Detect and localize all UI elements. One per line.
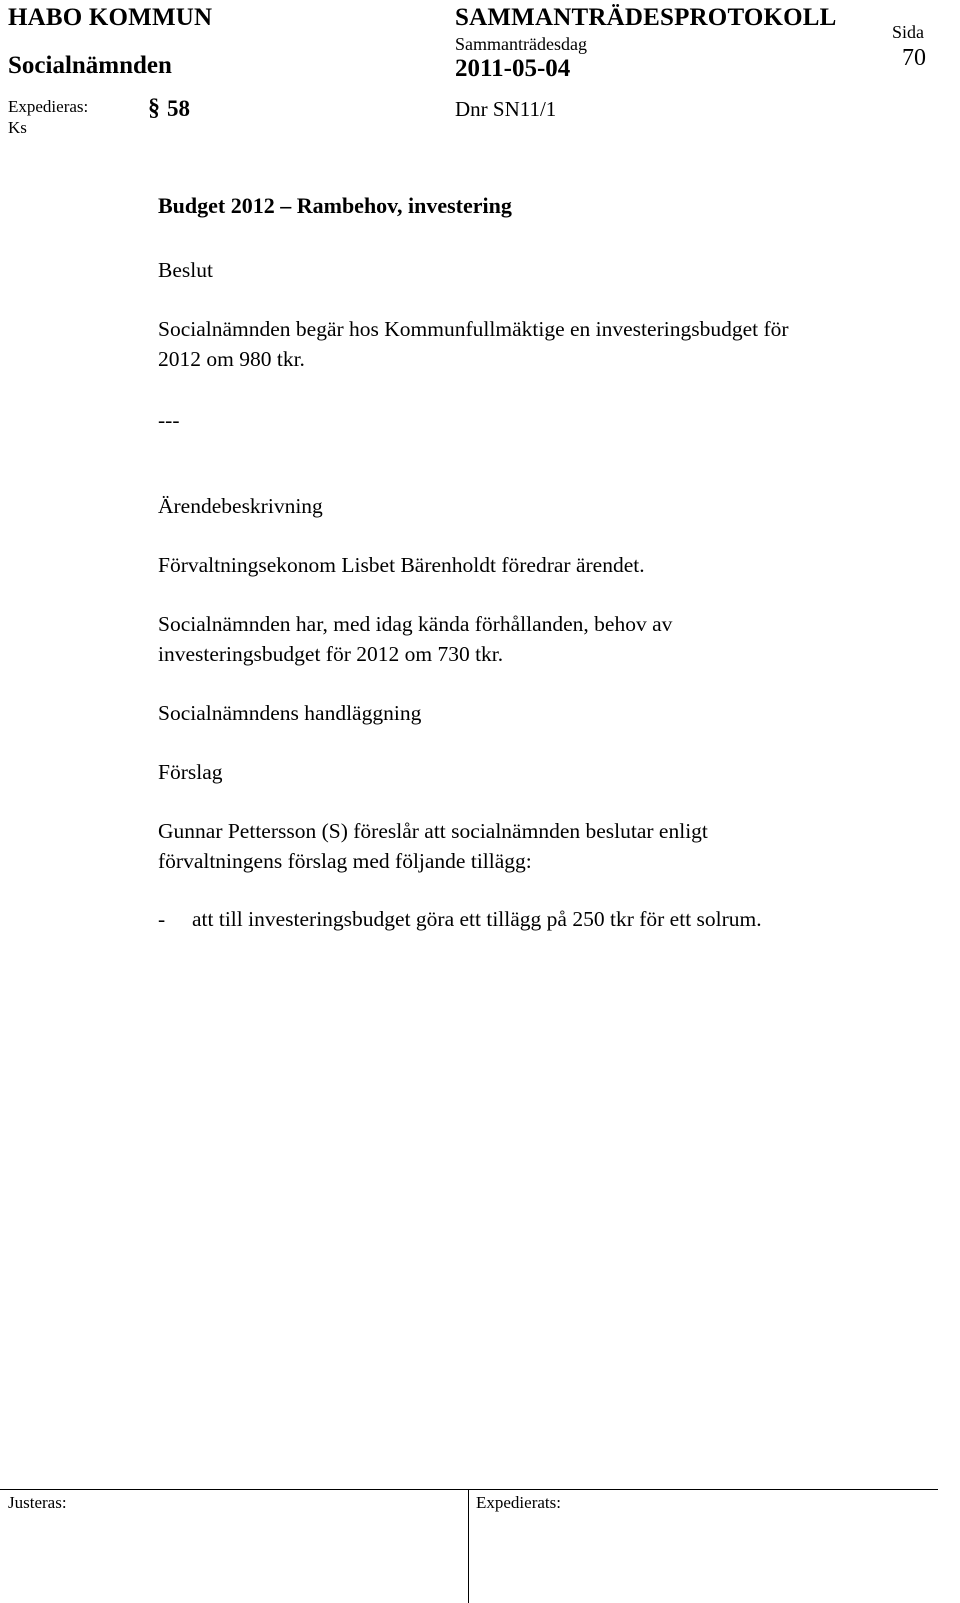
meeting-date: 2011-05-04 xyxy=(455,55,571,82)
addition-item xyxy=(158,904,918,934)
addition-dash: - xyxy=(158,907,166,931)
description-line: Socialnämnden har, med idag kända förhållanden, behov av xyxy=(158,612,673,636)
sent-to: Ks xyxy=(8,118,27,137)
proposal-text xyxy=(158,816,918,876)
paragraph-number: 58 xyxy=(167,96,190,121)
page-label: Sida xyxy=(892,22,925,42)
description-line: investeringsbudget för 2012 om 730 tkr. xyxy=(158,642,504,666)
decision-line: 2012 om 980 tkr. xyxy=(158,347,305,371)
dispatched-label: Expedierats: xyxy=(476,1493,561,1512)
department-name: Socialnämnden xyxy=(8,52,172,79)
decision-text xyxy=(158,314,918,374)
case-number: Dnr SN11/1 xyxy=(455,97,557,121)
proposal-line: förvaltningens förslag med följande tillägg: xyxy=(158,849,532,873)
footer-divider xyxy=(0,1489,938,1490)
proposal-heading: Förslag xyxy=(158,760,223,784)
organization-name: HABO KOMMUN xyxy=(8,4,213,31)
separator: --- xyxy=(158,408,180,432)
protocol-title: SAMMANTRÄDESPROTOKOLL xyxy=(455,4,837,31)
decision-heading: Beslut xyxy=(158,258,213,282)
attested-label: Justeras: xyxy=(8,1493,67,1512)
description-heading: Ärendebeskrivning xyxy=(158,494,323,518)
handling-heading: Socialnämndens handläggning xyxy=(158,701,422,725)
addition-text: att till investeringsbudget göra ett tillägg på 250 tkr för ett solrum. xyxy=(192,907,762,931)
document-title: Budget 2012 – Rambehov, investering xyxy=(158,193,512,218)
decision-line: Socialnämnden begär hos Kommunfullmäktige en investeringsbudget för xyxy=(158,317,789,341)
page-number: 70 xyxy=(902,45,926,71)
description-paragraph xyxy=(158,609,918,669)
meeting-date-label: Sammanträdesdag xyxy=(455,34,587,54)
description-paragraph: Förvaltningsekonom Lisbet Bärenholdt föredrar ärendet. xyxy=(158,553,645,577)
paragraph-sign: § xyxy=(148,95,160,121)
footer-column-divider xyxy=(468,1489,469,1603)
proposal-line: Gunnar Pettersson (S) föreslår att socialnämnden beslutar enligt xyxy=(158,819,708,843)
sent-label: Expedieras: xyxy=(8,97,89,116)
